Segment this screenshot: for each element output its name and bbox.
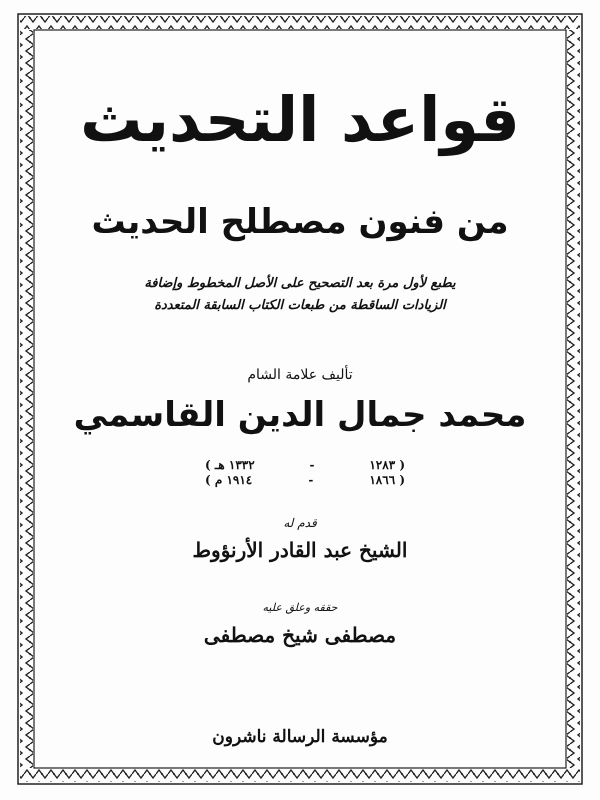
edition-note	[100, 273, 500, 317]
content-area	[60, 40, 540, 760]
intro-label: قدم له	[283, 516, 317, 530]
author-dates	[205, 458, 405, 488]
editor-name: مصطفى شيخ مصطفى	[203, 623, 397, 647]
editor-label: حققه وعلق عليه	[262, 601, 338, 614]
author-name: محمد جمال الدين القاسمي	[73, 395, 527, 435]
gregorian-dates	[205, 473, 405, 488]
hijri-dash: -	[309, 458, 315, 472]
hijri-dates	[205, 458, 405, 473]
book-subtitle: من فنون مصطلح الحديث	[91, 202, 509, 242]
intro-name: الشيخ عبد القادر الأرنؤوط	[192, 538, 408, 562]
author-label: تأليف علامة الشام	[247, 367, 353, 383]
book-title: قواعد التحديث	[80, 83, 520, 156]
greg-death: ١٩١٤ م )	[205, 473, 253, 487]
edition-note-line-1: يطبع لأول مرة بعد التصحيح على الأصل المخطوط وإضافة	[144, 276, 456, 291]
edition-note-line-2: الزيادات الساقطة من طبعات الكتاب السابقة المتعددة	[154, 298, 446, 313]
greg-dash: -	[308, 473, 314, 487]
hijri-birth: ( ١٢٨٣	[369, 458, 405, 472]
publisher-name: مؤسسة الرسالة ناشرون	[212, 727, 388, 747]
greg-birth: ( ١٨٦٦	[369, 473, 405, 487]
hijri-death: ١٣٣٢ هـ )	[205, 458, 255, 472]
title-block	[60, 82, 540, 158]
